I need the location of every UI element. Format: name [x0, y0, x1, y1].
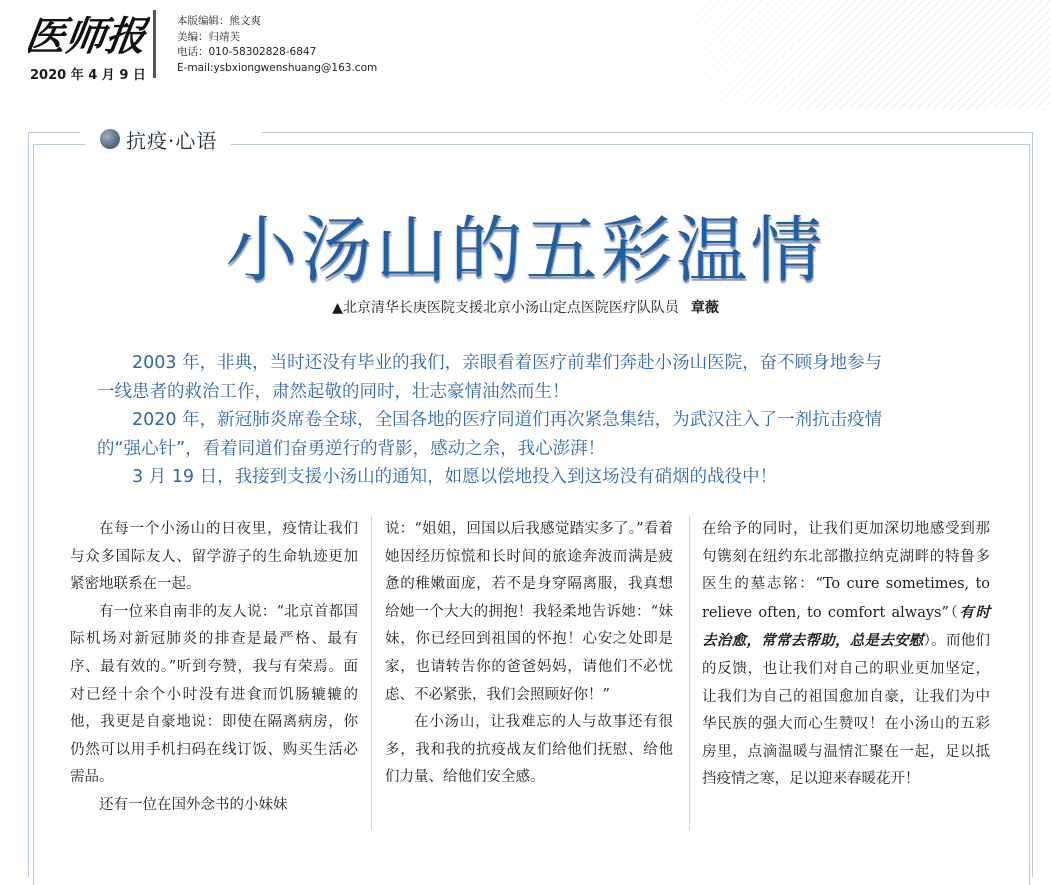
masthead-info	[177, 14, 377, 76]
body-paragraph: 在每一个小汤山的日夜里，疫情让我们与众多国际友人、留学游子的生命轨迹更加紧密地联系在一起。	[70, 521, 358, 593]
column-divider	[689, 516, 690, 830]
body-column-1	[70, 516, 358, 820]
quote-translation: 有时去治愈，常常去帮助，总是去安慰	[702, 603, 990, 650]
lead-line: 2003 年，非典，当时还没有毕业的我们，亲眼看着医疗前辈们奔赴小汤山医院，奋不顾身地参与	[132, 353, 883, 373]
lead-line: 2020 年，新冠肺炎席卷全球，全国各地的医疗同道们再次紧急集结，为武汉注入了一剂抗击疫情	[132, 410, 883, 430]
frame-line	[262, 132, 1033, 133]
svg-text:医师报: 医师报	[28, 13, 149, 60]
body-paragraph	[702, 516, 990, 794]
byline	[0, 297, 1051, 317]
section-label: 抗疫·心语	[126, 128, 218, 153]
issue-date: 2020 年 4 月 9 日	[30, 68, 146, 83]
byline-affiliation: ▲北京清华长庚医院支援北京小汤山定点医院医疗队队员	[332, 300, 679, 316]
section-tag	[86, 124, 231, 154]
email-contact: E-mail:ysbxiongwenshuang@163.com	[177, 61, 378, 74]
newspaper-logo	[28, 6, 150, 62]
body-text: 在给予的同时，让我们更加深切地感受到那句镌刻在纽约东北部撒拉纳克湖畔的特鲁多医生的墓志铭：“To cure sometimes, to relieve often, to comfort always”（	[702, 521, 990, 621]
decorative-hatch	[600, 0, 1051, 110]
designer-credit: 美编：归靖芙	[177, 30, 240, 43]
body-column-3	[702, 516, 990, 794]
body-paragraph: 有一位来自南非的友人说：“北京首都国际机场对新冠肺炎的排查是最严格、最有序、最有效的。”听到夸赞，我与有荣焉。面对已经十余个小时没有进食而饥肠辘辘的他，我更是自豪地说：即使在隔离病房，你仍然可以用手机扫码在线订饭、购买生活必需品。	[70, 603, 358, 786]
lead-line: 一线患者的救治工作，肃然起敬的同时，壮志豪情油然而生！	[97, 381, 570, 402]
masthead-divider	[153, 10, 156, 78]
article-lead	[97, 349, 982, 492]
bullet-icon	[100, 129, 120, 149]
article-title: 小汤山的五彩温情	[225, 208, 826, 292]
column-divider	[371, 516, 372, 830]
body-paragraph: 在小汤山，让我难忘的人与故事还有很多，我和我的抗疫战友们给他们抚慰、给他们力量、给他们安全感。	[385, 714, 673, 786]
newspaper-logo-mark	[28, 6, 150, 62]
phone-contact: 电话：010-58302828-6847	[177, 46, 317, 58]
body-paragraph: 说：“姐姐，回国以后我感觉踏实多了。”看着她因经历惊慌和长时间的旅途奔波而满是疲惫的稚嫩面庞，若不是身穿隔离服，我真想给她一个大大的拥抱！我轻柔地告诉她：“妹妹，你已经回到祖国的怀抱！心安之处即是家，也请转告你的爸爸妈妈，请他们不必忧虑、不必紧张，我们会照顾好你！”	[385, 521, 673, 703]
body-text: ）。而他们的反馈，也让我们对自己的职业更加坚定，让我们为自己的祖国愈加自豪，让我们为中华民族的强大而心生赞叹！在小汤山的五彩房里，点滴温暖与温情汇聚在一起，足以抵挡疫情之寒，足以迎来春暖花开！	[702, 633, 991, 788]
lead-line: 的“强心针”，看着同道们奋勇逆行的背影，感动之余，我心澎湃！	[97, 438, 606, 459]
lead-line: 3 月 19 日，我接到支援小汤山的通知，如愿以偿地投入到这场没有硝烟的战役中！	[132, 467, 778, 487]
frame-line	[28, 132, 80, 133]
body-paragraph: 还有一位在国外念书的小妹妹	[99, 796, 288, 813]
body-column-2	[385, 516, 673, 792]
editor-credit: 本版编辑：熊文爽	[177, 15, 261, 27]
byline-author: 章薇	[690, 300, 719, 316]
